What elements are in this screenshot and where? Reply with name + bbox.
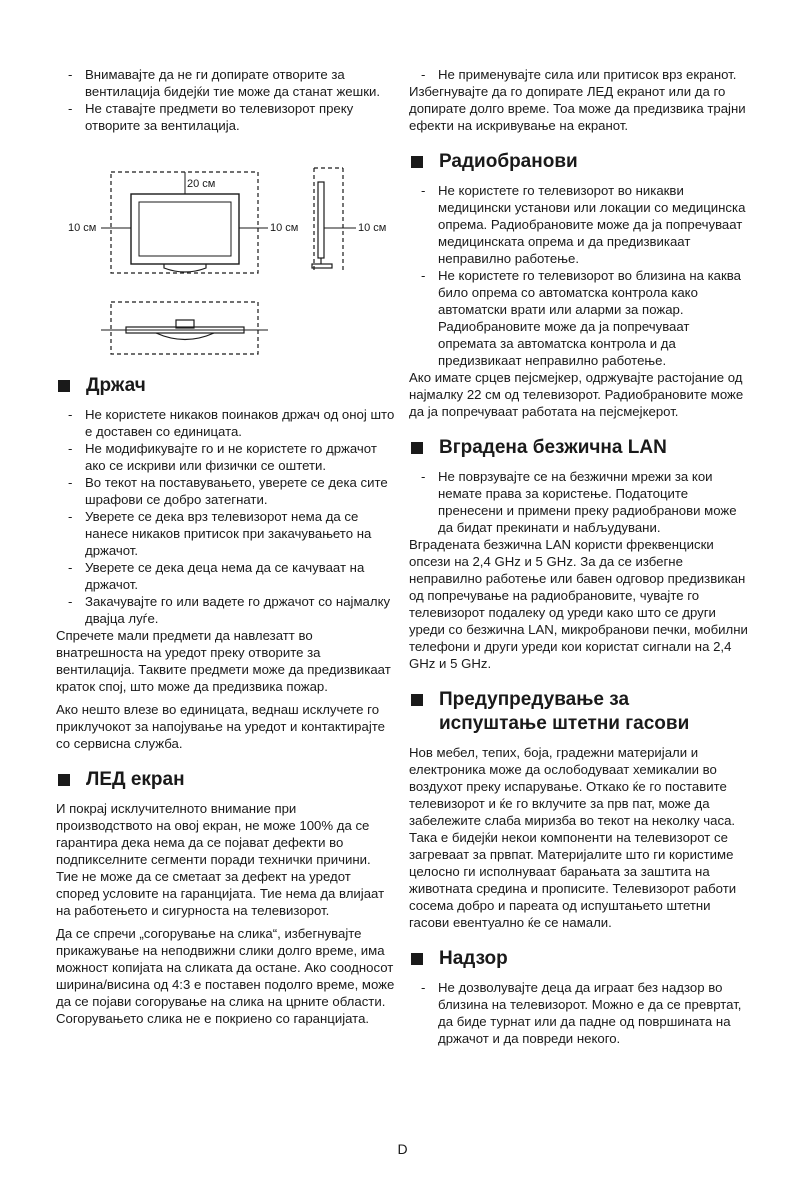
right-column bbox=[409, 66, 749, 1047]
screen-bullets bbox=[409, 66, 749, 83]
list-item: - Во текот на поставувањето, уверете се дека сите шрафови се добро затегнати. bbox=[56, 474, 396, 508]
section-heading-gases: Предупредување за испуштање штетни гасови bbox=[409, 688, 749, 736]
led-paragraph: Да се спречи „согорување на слика“, избегнувајте прикажување на неподвижни слики долго време, има можност копијата на сликата да остане. Ако соодносот ширина/висина од 4:3 е поставен подолго време, може да се појави согорување на слика на црните области. Согорувањето слика не е покриено со гаранцијата. bbox=[56, 926, 395, 1026]
bullet-square-icon bbox=[411, 953, 423, 965]
right-clearance-label: 10 см bbox=[270, 222, 299, 234]
list-item: - Уверете се дека врз телевизорот нема да се нанесе никаков притисок при закачувањето на држачот. bbox=[56, 508, 396, 559]
radio-bullets bbox=[409, 182, 749, 369]
side-clearance-label: 10 см bbox=[358, 222, 387, 234]
bullet-square-icon bbox=[411, 694, 423, 706]
led-paragraph: И покрај исклучителното внимание при производството на овој екран, не може 100% да се гарантира дека нема да се појават дефекти во подпикселните сегменти поради технички причини. Тие не може да се сметаат за дефект на уредот според условите на гаранцијата. Тие нема да влијаат на работењето и сигурноста на телевизорот. bbox=[56, 801, 385, 918]
list-item: - Не користете никаков поинаков држач од оној што е доставен со единицата. bbox=[56, 406, 396, 440]
section-heading-led: ЛЕД екран bbox=[56, 768, 396, 792]
wlan-paragraph: Вградената безжична LAN користи фреквенциски опсези на 2,4 GHz и 5 GHz. За да се избегне неправилно работење или бавен одговор предизвикан од попречување на радиобрановите, чувајте го телевизорот подалеку од уреди како што се други уреди со безжична LAN, микробранови печки, мобилни телефони и други уреди кои користат сигнали на 2,4 GHz и 5 GHz. bbox=[409, 537, 748, 671]
screen-paragraph: Избегнувајте да го допирате ЛЕД екранот или да го допирате долго време. Тоа може да предизвика трајни ефекти на искривување на екранот. bbox=[409, 84, 746, 133]
bullet-square-icon bbox=[58, 380, 70, 392]
ventilation-clearance-diagram bbox=[56, 140, 396, 358]
bullet-square-icon bbox=[411, 156, 423, 168]
section-heading-holder: Држач bbox=[56, 374, 396, 398]
list-item: - Не дозволувајте деца да играат без надзор во близина на телевизорот. Можно е да се превртат, да биде турнат или да падне од површината на држачот и да повреди некого. bbox=[409, 979, 749, 1047]
list-item: - Не користете го телевизорот во близина на каква било опрема со автоматска контрола како автоматски врати или аларми за пожар. Радиобрановите може да ја попречуваат опремата за автоматска контрола и да предизвикаат неправилно работење. bbox=[409, 267, 749, 369]
list-item: - Не ставајте предмети во телевизорот преку отворите за вентилација. bbox=[56, 100, 396, 134]
supervision-bullets bbox=[409, 979, 749, 1047]
list-item: - Уверете се дека деца нема да се качуваат на држачот. bbox=[56, 559, 396, 593]
list-item: - Внимавајте да не ги допирате отворите за вентилација бидејќи тие може да станат жешки. bbox=[56, 66, 396, 100]
ventilation-bullets bbox=[56, 66, 396, 134]
tv-clearance-drawing bbox=[56, 140, 401, 358]
holder-bullets bbox=[56, 406, 396, 627]
top-clearance-label: 20 см bbox=[187, 178, 216, 190]
list-item: - Не користете го телевизорот во никакви медицински установи или локации со медицинска опрема. Радиобрановите може да ја попречуваат медицинската опрема и да предизвикаат неправилно работење. bbox=[409, 182, 749, 267]
radio-paragraph: Ако имате срцев пејсмејкер, одржувајте растојание од најмалку 22 см од телевизорот. Радиобрановите може да ја попречуваат работата на пејсмејкерот. bbox=[409, 370, 744, 419]
section-heading-wlan: Вградена безжична LAN bbox=[409, 436, 749, 460]
page-number: D bbox=[397, 1141, 408, 1157]
wlan-bullets bbox=[409, 468, 749, 536]
bullet-square-icon bbox=[58, 774, 70, 786]
section-heading-supervision: Надзор bbox=[409, 947, 749, 971]
list-item: - Не поврзувајте се на безжични мрежи за кои немате права за користење. Податоците пренесени и примени преку радиобранови може да бидат прекинати и набљудувани. bbox=[409, 468, 749, 536]
holder-paragraph: Спречете мали предмети да навлезатт во внатрешноста на уредот преку отворите за вентилација. Таквите предмети може да предизвикаат краток спој, што може да предизвика пожар. bbox=[56, 628, 391, 694]
list-item: - Не применувајте сила или притисок врз екранот. bbox=[409, 66, 749, 83]
list-item: - Не модификувајте го и не користете го држачот ако се искриви или физички се оштети. bbox=[56, 440, 396, 474]
gases-paragraph: Нов мебел, тепих, боја, градежни материјали и електроника може да ослободуваат хемикалии во воздухот преку испарување. Откако ќе го поставите телевизорот и ќе го вклучите за прв пат, може да забележите слаба миризба во текот на неколку часа. Така е бидејќи некои компоненти на телевизорот се загреваат за првпат. Материјалите што ги користиме целосно ги исполнуваат барањата за заштита на животната средина и прописите. Телевизорот работи сосема добро и пареата од испуштањето штетни гасови евентуално ќе се намали. bbox=[409, 745, 737, 930]
list-item: - Закачувајте го или вадете го држачот со најмалку двајца луѓе. bbox=[56, 593, 396, 627]
bullet-square-icon bbox=[411, 442, 423, 454]
section-heading-radio: Радиобранови bbox=[409, 150, 749, 174]
left-column bbox=[56, 66, 396, 1033]
left-clearance-label: 10 см bbox=[68, 222, 97, 234]
holder-paragraph: Ако нешто влезе во единицата, веднаш исклучете го приклучокот за напојување на уредот и контактирајте со сервисна служба. bbox=[56, 702, 385, 751]
